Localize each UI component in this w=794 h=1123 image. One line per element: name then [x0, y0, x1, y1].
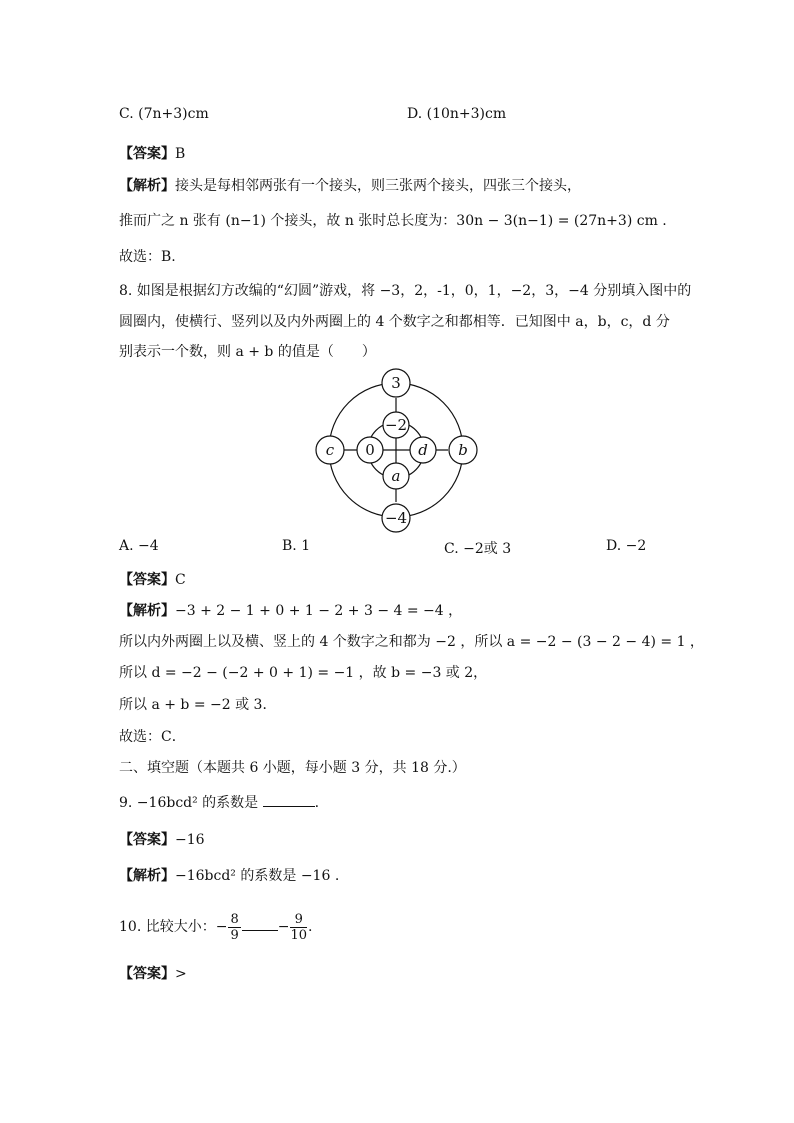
fraction-eight-ninths	[228, 912, 240, 943]
answer-label: 【答案】	[119, 572, 175, 588]
label-inner-right: d	[418, 441, 428, 459]
q8-option-c: C. −2或 3	[444, 541, 512, 557]
label-inner-left: 0	[365, 441, 375, 459]
analysis-label: 【解析】	[119, 868, 175, 884]
q8-stem-line2: 圆圈内，使横行、竖列以及内外两圈上的 4 个数字之和都相等．已知图中 a，b，c，d 分	[119, 314, 670, 330]
q10-stem-end: .	[308, 919, 313, 935]
fraction-numerator: 8	[230, 911, 239, 927]
q8-analysis-line2: 所以内外两圈上以及横、竖上的 4 个数字之和都为 −2 ，所以 a = −2 − (3 − 2 − 4) = 1 ，	[119, 634, 704, 650]
q7-option-c: C. (7n+3)cm	[119, 106, 209, 122]
q10-answer	[119, 964, 187, 984]
label-top: 3	[391, 374, 401, 392]
answer-value: −16	[175, 832, 205, 848]
analysis-label: 【解析】	[119, 603, 175, 619]
q8-conclusion: 故选：C．	[119, 729, 186, 745]
magic-circle-diagram	[310, 364, 485, 534]
answer-value: B	[175, 146, 186, 162]
answer-label: 【答案】	[119, 966, 175, 982]
q9-stem	[119, 793, 319, 813]
q8-stem-line3: 别表示一个数，则 a + b 的值是（ ）	[119, 344, 376, 360]
fraction-denominator: 10	[290, 927, 308, 943]
answer-value: >	[175, 966, 187, 982]
q10-stem	[119, 910, 312, 944]
answer-blank	[263, 794, 315, 807]
fraction-numerator: 9	[290, 912, 307, 928]
label-inner-bottom: a	[391, 467, 401, 485]
q7-analysis-line1	[119, 176, 581, 196]
analysis-text: 接头是每相邻两张有一个接头，则三张两个接头，四张三个接头，	[175, 178, 581, 194]
q9-answer	[119, 830, 205, 850]
answer-label: 【答案】	[119, 832, 175, 848]
q8-analysis-line1	[119, 601, 462, 621]
q9-stem-end: .	[314, 795, 320, 811]
comparison-blank	[242, 918, 278, 931]
q7-answer	[119, 144, 185, 164]
fraction-nine-tenths	[290, 912, 307, 943]
q8-option-a: A. −4	[119, 538, 159, 554]
q7-conclusion: 故选：B.	[119, 249, 176, 265]
label-bottom: −4	[384, 509, 408, 527]
q7-analysis-line2: 推而广之 n 张有 (n−1) 个接头，故 n 张时总长度为：30n − 3(n−1) = (27n+3) cm .	[119, 213, 667, 229]
answer-label: 【答案】	[119, 146, 175, 162]
q8-analysis-line3: 所以 d = −2 − (−2 + 0 + 1) = −1 ，故 b = −3 或 2，	[119, 665, 488, 681]
q8-option-d: D. −2	[606, 538, 647, 554]
q10-stem-text: 10. 比较大小：−	[119, 919, 228, 935]
analysis-text: −3 + 2 − 1 + 0 + 1 − 2 + 3 − 4 = −4 ，	[175, 603, 463, 619]
label-left: c	[325, 441, 335, 459]
q8-analysis-line4: 所以 a + b = −2 或 3．	[119, 697, 277, 713]
q7-option-d: D. (10n+3)cm	[407, 106, 507, 122]
q8-stem-line1: 8. 如图是根据幻方改编的“幻圆”游戏，将 −3，2，-1，0，1，−2，3，−4 分别填入图中的	[119, 283, 692, 299]
q9-stem-text: 9. −16bcd² 的系数是	[119, 795, 259, 811]
analysis-text: −16bcd² 的系数是 −16 .	[175, 868, 340, 884]
q8-answer	[119, 570, 186, 590]
minus-sign: −	[277, 919, 290, 935]
label-right: b	[458, 441, 468, 459]
q8-option-b: B. 1	[282, 538, 311, 554]
analysis-label: 【解析】	[119, 178, 175, 194]
q9-analysis	[119, 866, 339, 886]
fraction-denominator: 9	[230, 927, 239, 943]
answer-value: C	[175, 572, 186, 588]
label-inner-top: −2	[384, 416, 408, 434]
section-heading: 二、填空题（本题共 6 小题，每小题 3 分，共 18 分.）	[119, 760, 466, 776]
